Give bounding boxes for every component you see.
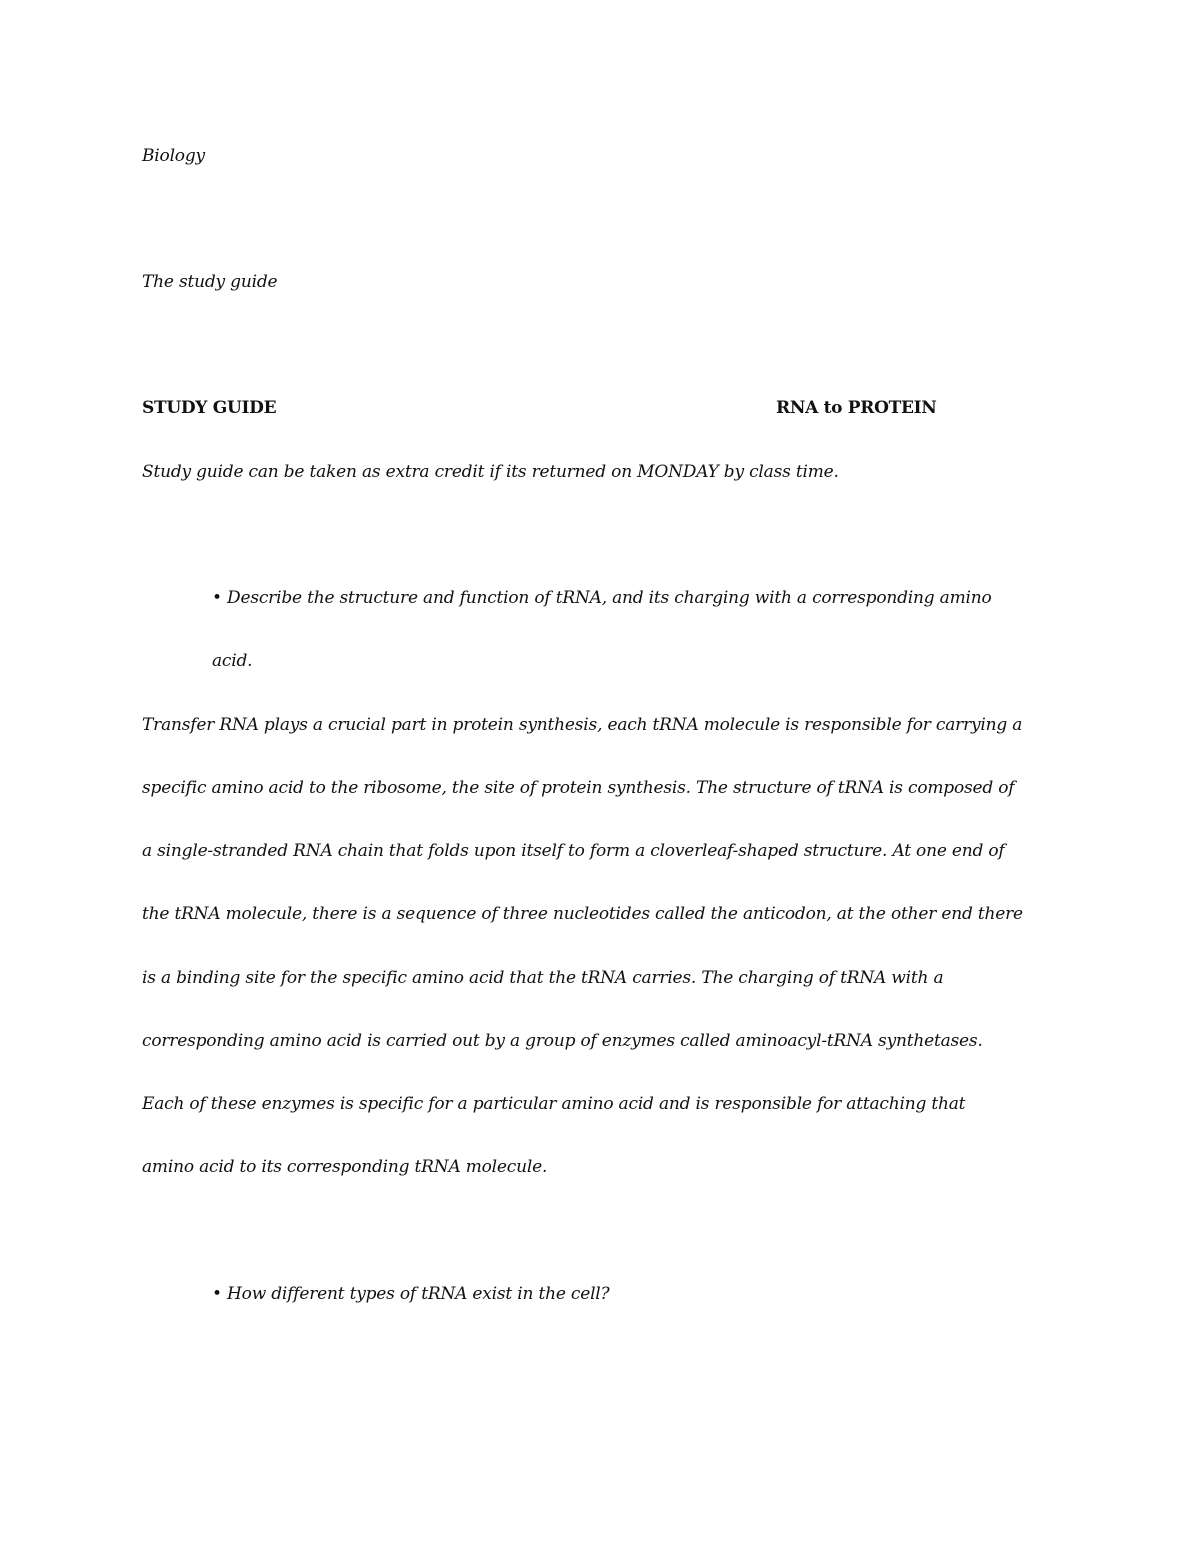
answer-1-line-8: amino acid to its corresponding tRNA molecule. xyxy=(142,1157,548,1177)
subject-label: Biology xyxy=(142,146,205,166)
answer-1-line-2: specific amino acid to the ribosome, the site of protein synthesis. The structure of tRNA is composed of xyxy=(142,778,1015,798)
question-1-line-2: acid. xyxy=(212,651,253,671)
subtitle-label: The study guide xyxy=(142,272,278,292)
heading-right: RNA to PROTEIN xyxy=(776,398,937,418)
answer-1-line-5: is a binding site for the specific amino acid that the tRNA carries. The charging of tRNA with a xyxy=(142,968,944,988)
extra-credit-note: Study guide can be taken as extra credit if its returned on MONDAY by class time. xyxy=(142,462,839,482)
question-2: • How different types of tRNA exist in the cell? xyxy=(212,1284,610,1304)
answer-1-line-4: the tRNA molecule, there is a sequence of three nucleotides called the anticodon, at the other end there xyxy=(142,904,1023,924)
answer-1-line-7: Each of these enzymes is specific for a particular amino acid and is responsible for attaching that xyxy=(142,1094,966,1114)
answer-1-line-1: Transfer RNA plays a crucial part in protein synthesis, each tRNA molecule is responsible for carrying a xyxy=(142,715,1023,735)
question-1-line-1: • Describe the structure and function of tRNA, and its charging with a corresponding amino xyxy=(212,588,992,608)
answer-1-line-3: a single-stranded RNA chain that folds upon itself to form a cloverleaf-shaped structure. At one end of xyxy=(142,841,1005,861)
answer-1-line-6: corresponding amino acid is carried out by a group of enzymes called aminoacyl-tRNA synthetases. xyxy=(142,1031,983,1051)
heading-left: STUDY GUIDE xyxy=(142,398,277,418)
